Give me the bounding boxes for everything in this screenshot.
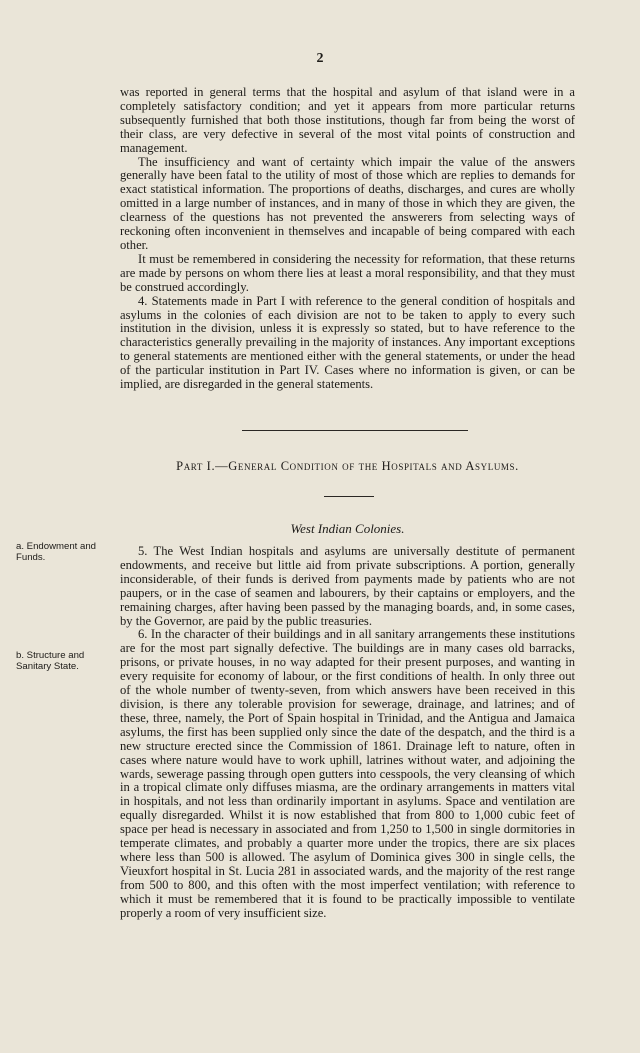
paragraph-reformation: It must be remembered in considering the necessity for reformation, that these returns are made by persons on whom there lies at least a moral responsibility, and that they must be construed accordingly. — [120, 251, 575, 294]
sidenote-structure-sanitary: b. Structure and Sanitary State. — [16, 650, 85, 672]
section-heading: West Indian Colonies. — [290, 521, 405, 536]
intro-text-block — [120, 86, 575, 392]
part-heading: Part I.—General Condition of the Hospitals and Asylums. — [176, 459, 519, 473]
paragraph-5-endowments: 5. The West Indian hospitals and asylums are universally destitute of permanent endowments, and receive but little aid from private subscriptions. A portion, generally inconsiderable, of their funds is derived from payments made by patients who are not paupers, or in the case of seamen and labourers, by their captains or employers, and the remaining charges, after having been passed by the managing boards, and, in some cases, by the Governor, are paid by the public treasuries. — [120, 544, 575, 628]
page-number: 2 — [316, 51, 324, 66]
paragraph-continuation: was reported in general terms that the hospital and asylum of that island were in a completely satisfactory condition; and yet it appears from more particular returns subsequently furnished that both those institutions, though far from being the worst of their class, are very defective in several of the most vital points of construction and management. — [120, 85, 575, 155]
section-text-block — [120, 545, 575, 920]
paragraph-insufficiency: The insufficiency and want of certainty which impair the value of the answers generally have been fatal to the utility of most of those which are replies to demands for exact statistical information. The proportions of deaths, discharges, and cures are wholly omitted in a large number of instances, and in many of those in which they are given, the clearness of the questions has not prevented the answerers from selecting ways of reckoning often inconvenient in themselves and incapable of being compared with each other. — [120, 154, 575, 252]
sidenote-endowment-funds: a. Endowment and Funds. — [16, 541, 97, 563]
paragraph-4-statements: 4. Statements made in Part I with reference to the general condition of hospitals and asylums in the colonies of each division are not to be taken to apply to every such institution in the division, unless it is expressly so stated, but to have reference to the characteristics generally prevailing in the majority of instances. Any important exceptions to general statements are mentioned either with the general statements, or under the head of the particular institution in Part IV. Cases where no information is given, or can be implied, are disregarded in the general statements. — [120, 293, 575, 392]
divider-rule-short — [324, 496, 374, 497]
paragraph-6-buildings: 6. In the character of their buildings and in all sanitary arrangements these institutions are for the most part signally defective. The buildings are in many cases old barracks, prisons, or private houses, in no way adapted for their present purposes, and wanting in every requisite for economy of labour, or the first conditions of health. In only three out of the whole number of twenty-seven, from which answers have been received in this division, is there any tolerable provision for sewerage, drainage, and latrines; and of these, three, namely, the Port of Spain hospital in Trinidad, and the Antigua and Jamaica asylums, the first has been supplied only since the date of the despatch, and the third is a new structure erected since the Commission of 1861. Drainage left to nature, often in cases where nature would have to work uphill, latrines without water, and adjoining the wards, sewerage passing through open gutters into cesspools, the very cleansing of which in a tropical climate only diffuses miasma, are the ordinary arrangements in matters vital in hospitals, and not less than ordinarily important in asylums. Space and ventilation are equally disregarded. Whilst it is now established that from 800 to 1,000 cubic feet of space per head is necessary in associated and from 1,250 to 1,500 in single dormitories in temperate climates, and probably a quarter more under the tropics, there are six places where less than 500 is allowed. The asylum of Dominica gives 300 in single cells, the Vieuxfort hospital in St. Lucia 281 in associated wards, and the majority of the rest range from 500 to 800, and this often with the most imperfect ventilation; with reference to which it must be remembered that it is found to be practically impossible to ventilate properly a room of very insufficient size. — [120, 627, 575, 920]
divider-rule-long — [242, 430, 468, 431]
